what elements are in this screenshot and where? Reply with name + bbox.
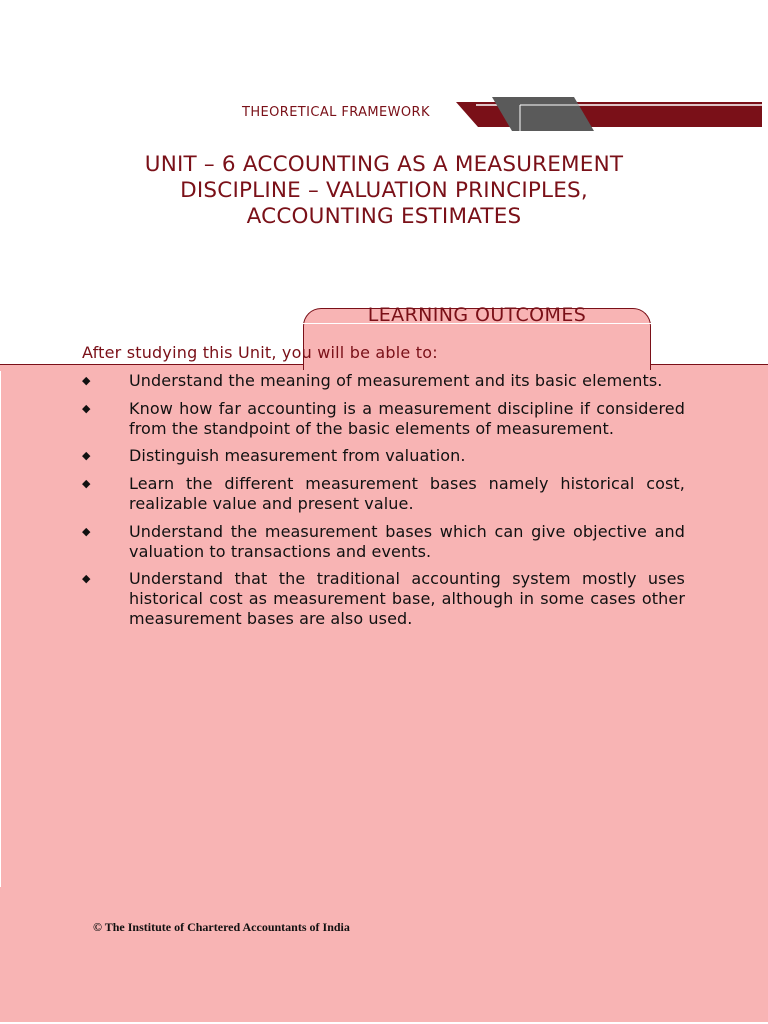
header-banner-graphic bbox=[456, 96, 762, 132]
list-item-text: Understand the meaning of measurement and its basic elements. bbox=[129, 371, 663, 390]
list-item-text: Distinguish measurement from valuation. bbox=[129, 446, 466, 466]
diamond-bullet-icon: ◆ bbox=[82, 524, 91, 538]
list-item-text: Understand that the traditional accounting system mostly uses historical cost as measurement base, although in some cases other measurement bases are also used. bbox=[129, 569, 685, 628]
unit-title-line-2: DISCIPLINE – VALUATION PRINCIPLES, bbox=[180, 178, 588, 203]
list-item bbox=[82, 569, 685, 628]
diamond-bullet-icon: ◆ bbox=[82, 374, 91, 387]
list-item bbox=[82, 474, 685, 514]
unit-title-line-1: UNIT – 6 ACCOUNTING AS A MEASUREMENT bbox=[144, 152, 624, 177]
unit-title bbox=[60, 152, 708, 230]
diamond-bullet-icon: ◆ bbox=[82, 572, 91, 586]
diamond-bullet-icon: ◆ bbox=[82, 477, 91, 491]
list-item-text: Understand the measurement bases which can give objective and valuation to transactions and events. bbox=[129, 521, 685, 561]
list-item-text: Learn the different measurement bases namely historical cost, realizable value and present value. bbox=[129, 474, 685, 513]
unit-title-line-3: ACCOUNTING ESTIMATES bbox=[246, 204, 522, 229]
list-item-text: Know how far accounting is a measurement discipline if considered from the standpoint of the basic elements of measurement. bbox=[129, 398, 685, 438]
learning-outcomes-intro: After studying this Unit, you will be able to: bbox=[82, 343, 438, 362]
section-label: THEORETICAL FRAMEWORK bbox=[242, 105, 430, 120]
learning-outcomes-list bbox=[82, 371, 685, 637]
panel-left-edge bbox=[0, 371, 1, 887]
list-item bbox=[82, 522, 685, 562]
diamond-bullet-icon: ◆ bbox=[82, 401, 91, 415]
copyright-footer: © The Institute of Chartered Accountants of India bbox=[93, 920, 350, 934]
learning-outcomes-heading: LEARNING OUTCOMES bbox=[367, 304, 587, 326]
diamond-bullet-icon: ◆ bbox=[82, 449, 91, 463]
list-item bbox=[82, 446, 685, 466]
list-item bbox=[82, 399, 685, 439]
list-item bbox=[82, 371, 685, 391]
